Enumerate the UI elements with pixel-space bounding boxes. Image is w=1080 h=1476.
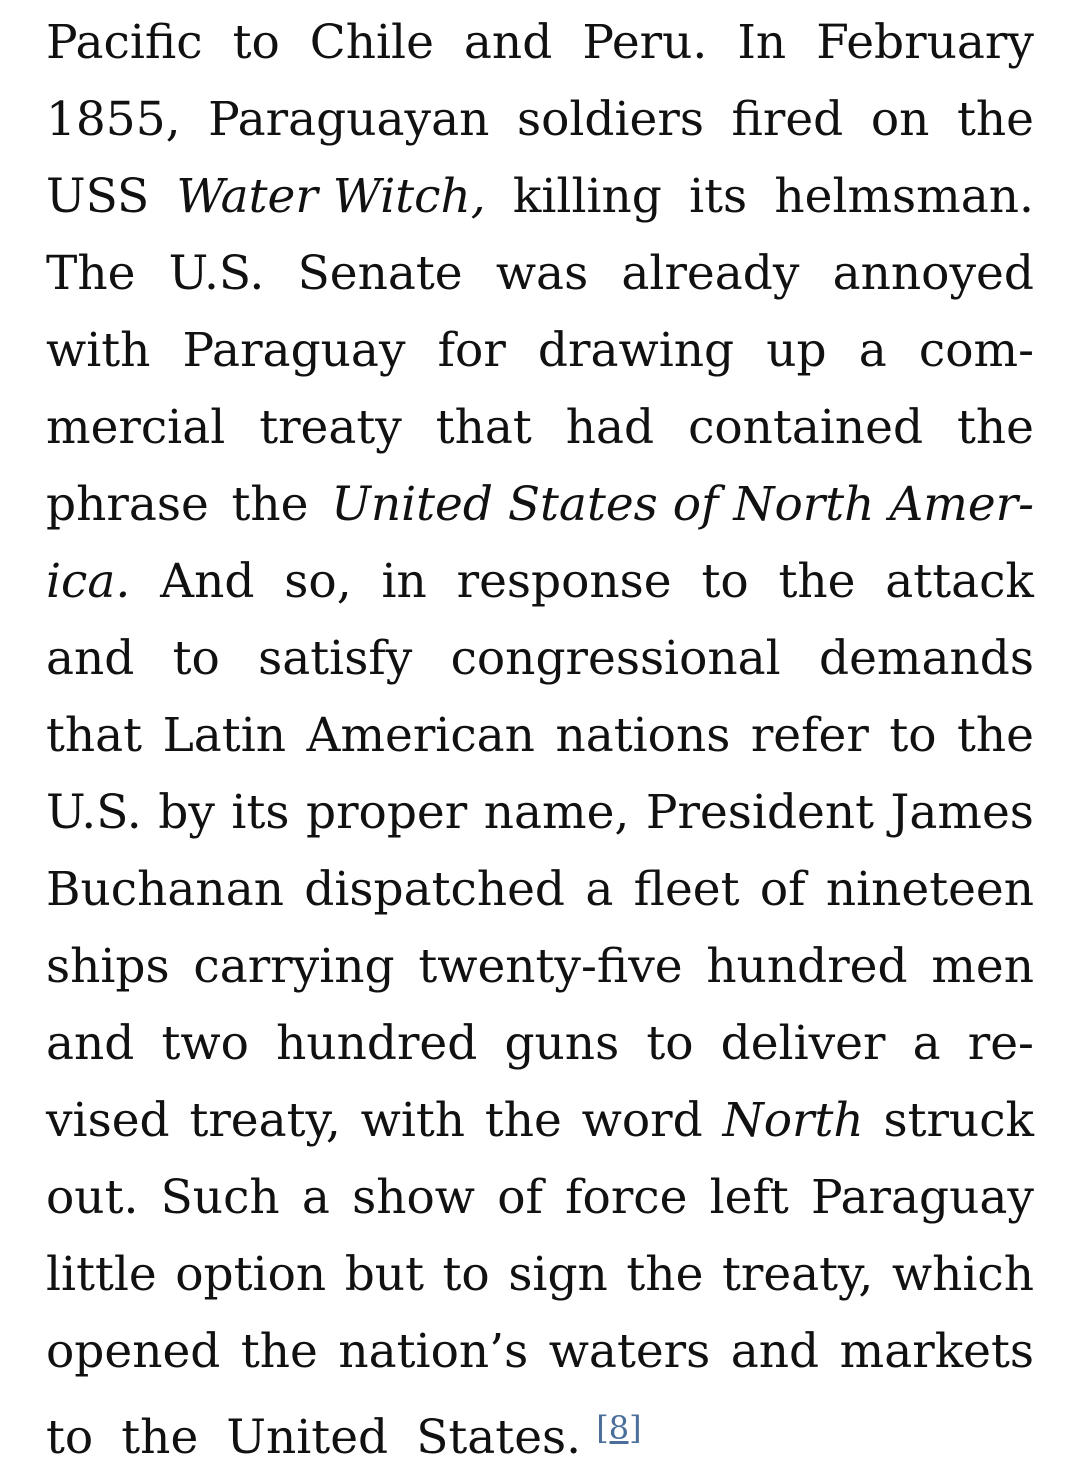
word: force <box>565 1170 688 1225</box>
word: treaty <box>259 400 402 455</box>
word: the <box>626 1247 704 1302</box>
word: the <box>240 1324 318 1379</box>
word: to <box>442 1247 490 1302</box>
word: satisfy <box>258 631 413 686</box>
word: The <box>46 246 136 301</box>
word: two <box>161 1016 249 1071</box>
word: markets <box>839 1324 1034 1379</box>
word: com- <box>918 323 1034 378</box>
word: show <box>352 1170 476 1225</box>
word: Latin <box>162 708 286 763</box>
word: nation’s <box>338 1324 529 1379</box>
text-line <box>46 235 1034 312</box>
word: guns <box>504 1016 620 1071</box>
word: Peru. <box>582 15 708 70</box>
word: that <box>46 708 143 763</box>
word: which <box>891 1247 1034 1302</box>
text-line <box>46 1313 1034 1390</box>
word: that <box>435 400 532 455</box>
word: to <box>646 1016 694 1071</box>
word: Paraguay <box>810 1170 1034 1225</box>
word: treaty, <box>721 1247 874 1302</box>
word: USS <box>46 169 150 224</box>
word: Buchanan <box>46 862 284 917</box>
word: of <box>497 1170 543 1225</box>
word: and <box>46 631 135 686</box>
text-line-last <box>46 1390 1034 1467</box>
word-italic: North <box>722 1093 864 1148</box>
word: the <box>956 400 1034 455</box>
word: had <box>565 400 655 455</box>
word: killing <box>512 169 662 224</box>
word: the <box>121 1410 199 1465</box>
word: re- <box>967 1016 1034 1071</box>
word: with <box>360 1093 466 1148</box>
text-line <box>46 697 1034 774</box>
text-line <box>46 851 1034 928</box>
word: nineteen <box>825 862 1034 917</box>
word: Senate <box>297 246 463 301</box>
word: and <box>46 1016 135 1071</box>
text-line <box>46 389 1034 466</box>
word: James <box>890 785 1034 840</box>
word: a <box>912 1016 941 1071</box>
footnote-link[interactable]: [8] <box>596 1409 642 1447</box>
country-name-italic: United States of North Amer- <box>331 477 1034 532</box>
word: and <box>730 1324 820 1379</box>
word: but <box>344 1247 424 1302</box>
word: a <box>301 1170 330 1225</box>
text-line <box>46 774 1034 851</box>
word: opened <box>46 1324 221 1379</box>
word: little <box>46 1247 157 1302</box>
word: fired <box>731 92 844 147</box>
text-line <box>46 466 1034 543</box>
word: contained <box>688 400 924 455</box>
word: waters <box>548 1324 711 1379</box>
word: Chile <box>309 15 434 70</box>
word: attack <box>885 554 1034 609</box>
text-line <box>46 312 1034 389</box>
word: its <box>231 785 290 840</box>
word: deliver <box>720 1016 886 1071</box>
word: name, <box>483 785 630 840</box>
word: U.S. <box>46 785 142 840</box>
word: Such <box>160 1170 280 1225</box>
text-line <box>46 1159 1034 1236</box>
word: left <box>709 1170 789 1225</box>
text-line <box>46 1082 1034 1159</box>
word: to <box>889 708 937 763</box>
word: congressional <box>450 631 781 686</box>
word: up <box>766 323 827 378</box>
word: mercial <box>46 400 226 455</box>
text-line <box>46 928 1034 1005</box>
word: to <box>172 631 220 686</box>
word: sign <box>508 1247 608 1302</box>
word: the <box>956 92 1034 147</box>
book-page <box>46 0 1034 1467</box>
word: was <box>495 246 589 301</box>
word: phrase <box>46 477 209 532</box>
ship-name-italic: Water Witch, <box>176 169 486 224</box>
text-line <box>46 543 1034 620</box>
word: the <box>778 554 856 609</box>
word: demands <box>819 631 1034 686</box>
word: and <box>463 15 553 70</box>
word: option <box>175 1247 327 1302</box>
text-line <box>46 4 1034 81</box>
word: of <box>759 862 806 917</box>
word: response <box>456 554 672 609</box>
word: Paraguay <box>182 323 406 378</box>
word: on <box>870 92 930 147</box>
word: February <box>816 15 1034 70</box>
word: In <box>737 15 787 70</box>
word: the <box>484 1093 562 1148</box>
word: to <box>46 1410 94 1465</box>
word: 1855, <box>46 92 181 147</box>
word: the <box>957 708 1034 763</box>
word: by <box>158 785 215 840</box>
word: proper <box>305 785 468 840</box>
word: already <box>621 246 800 301</box>
word: President <box>645 785 875 840</box>
text-line <box>46 81 1034 158</box>
word: soldiers <box>516 92 704 147</box>
word: with <box>46 323 151 378</box>
word: out. <box>46 1170 139 1225</box>
word: its <box>689 169 748 224</box>
word: a <box>585 862 614 917</box>
word: men <box>931 939 1034 994</box>
country-name-italic-end: ica. <box>46 554 131 609</box>
word: American <box>306 708 535 763</box>
word: twenty-five <box>418 939 683 994</box>
word: nations <box>555 708 731 763</box>
word: refer <box>750 708 869 763</box>
word: drawing <box>537 323 735 378</box>
text-line <box>46 620 1034 697</box>
word: dispatched <box>304 862 566 917</box>
word: in <box>381 554 427 609</box>
word: for <box>437 323 506 378</box>
word: hundred <box>276 1016 478 1071</box>
word: treaty, <box>189 1093 341 1148</box>
text-line <box>46 1236 1034 1313</box>
word: struck <box>883 1093 1034 1148</box>
word: United <box>226 1410 389 1465</box>
word: vised <box>46 1093 170 1148</box>
word: word <box>581 1093 703 1148</box>
text-line <box>46 158 1034 235</box>
word: ships <box>46 939 170 994</box>
word: Paraguayan <box>208 92 490 147</box>
word: a <box>858 323 887 378</box>
word: States. <box>416 1410 582 1465</box>
word: the <box>231 477 309 532</box>
word: annoyed <box>832 246 1034 301</box>
word: fleet <box>633 862 740 917</box>
word: carrying <box>193 939 395 994</box>
word: Pacific <box>46 15 203 70</box>
word: so, <box>284 554 352 609</box>
word: hundred <box>706 939 908 994</box>
word: to <box>232 15 280 70</box>
word: to <box>701 554 749 609</box>
word: U.S. <box>168 246 265 301</box>
word: helmsman. <box>774 169 1034 224</box>
text-line <box>46 1005 1034 1082</box>
word: And <box>160 554 255 609</box>
